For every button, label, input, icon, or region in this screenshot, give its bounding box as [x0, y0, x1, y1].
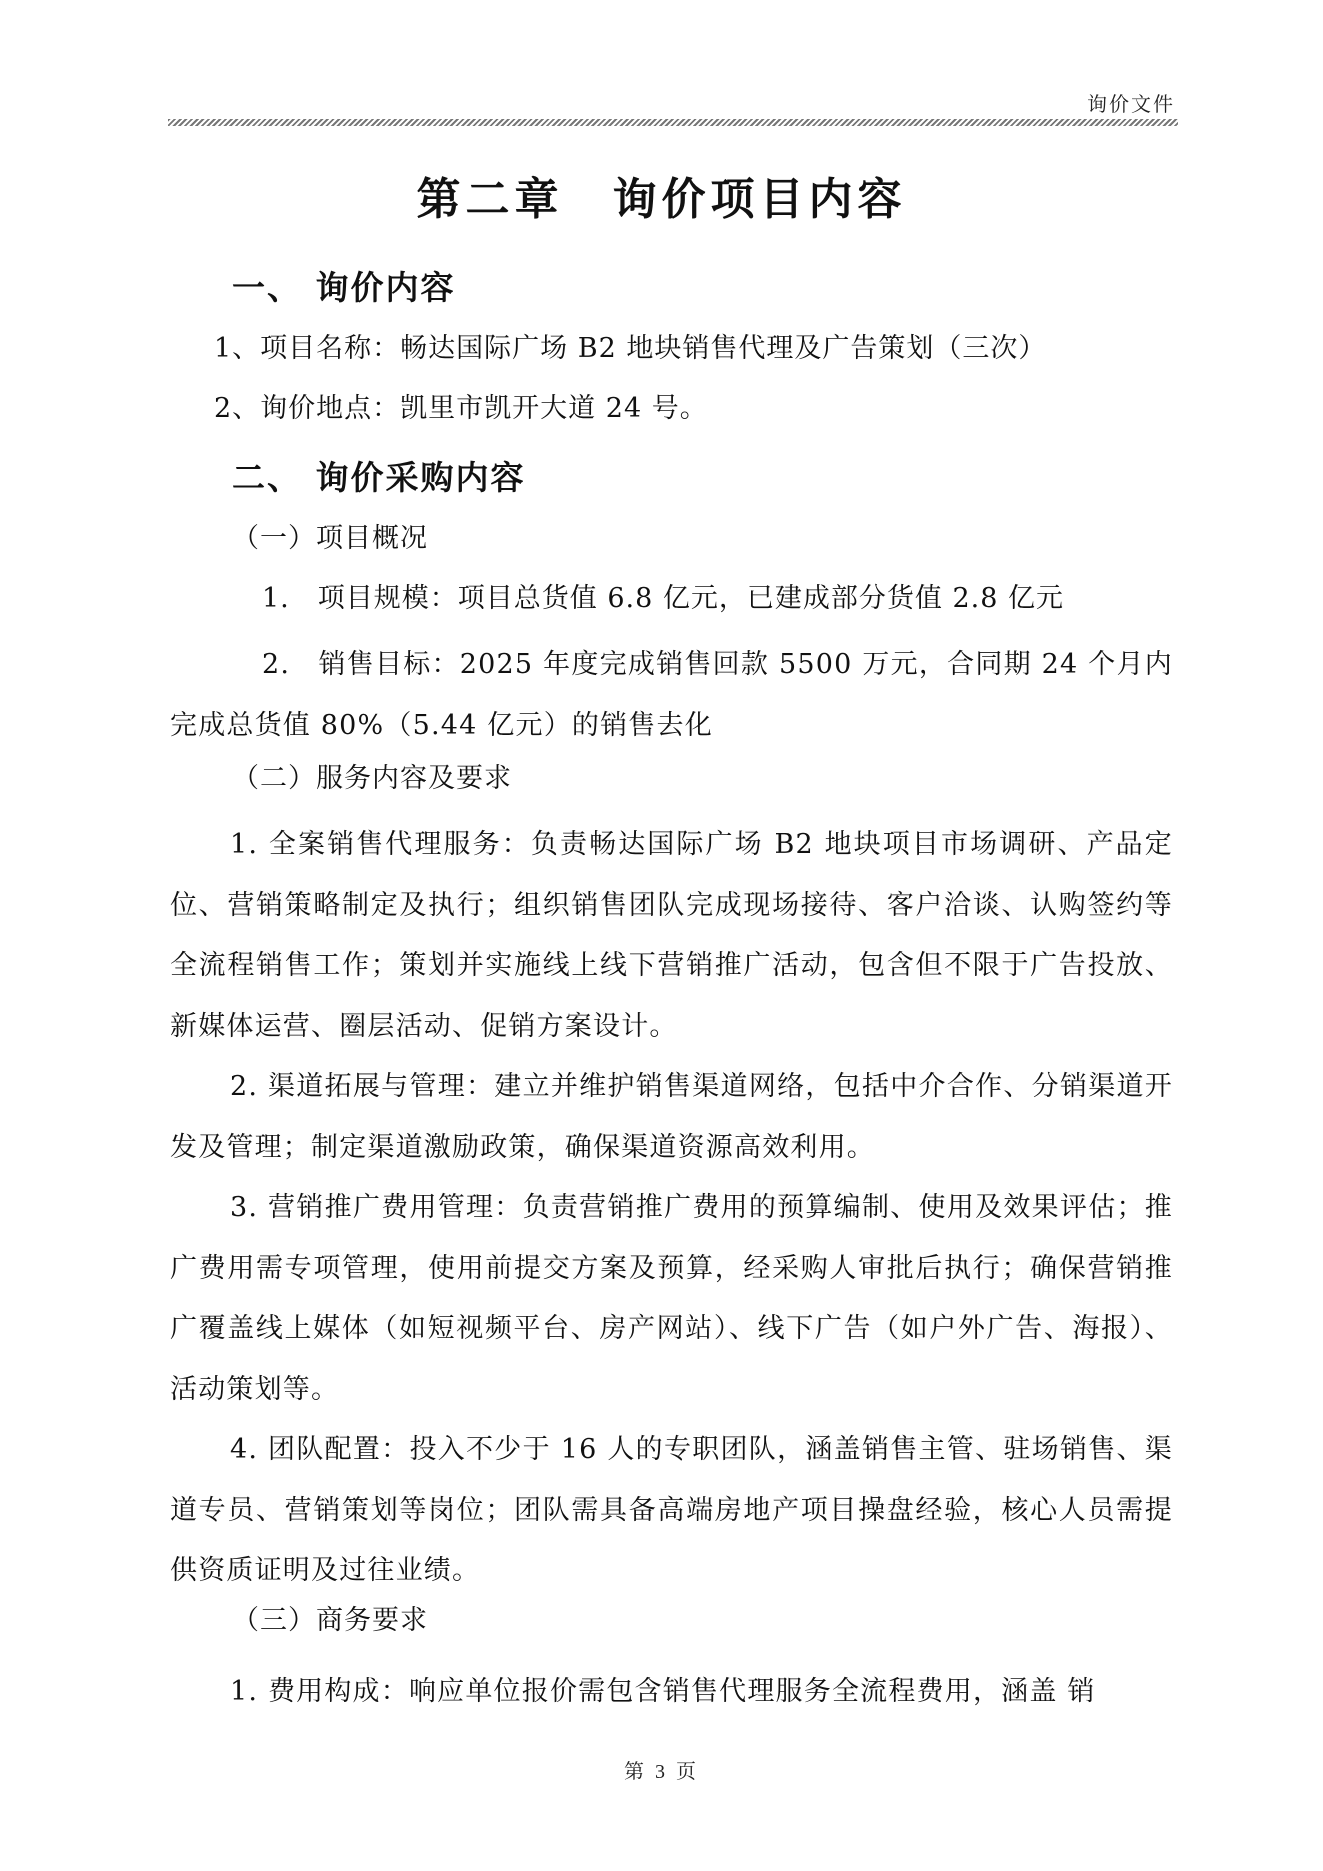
section-heading-procurement-content: 二、 询价采购内容 — [232, 458, 526, 497]
header-divider — [168, 119, 1178, 126]
project-name-line: 1、项目名称：畅达国际广场 B2 地块销售代理及广告策划（三次） — [214, 333, 1047, 364]
business-paragraph-1: 1. 费用构成：响应单位报价需包含销售代理服务全流程费用，涵盖 销 — [230, 1676, 1096, 1707]
project-scale-line: 1. 项目规模：项目总货值 6.8 亿元，已建成部分货值 2.8 亿元 — [262, 583, 1064, 614]
subsection-heading-overview: （一）项目概况 — [232, 523, 428, 554]
subsection-heading-services: （二）服务内容及要求 — [232, 763, 512, 794]
service-paragraph-3: 3. 营销推广费用管理：负责营销推广费用的预算编制、使用及效果评估；推广费用需专项管理，使用前提交方案及预算，经采购人审批后执行；确保营销推广覆盖线上媒体（如短视频平台、房产网站）、线下广告（如户外广告、海报）、活动策划等。 — [170, 1192, 1173, 1405]
inquiry-location-line: 2、询价地点：凯里市凯开大道 24 号。 — [214, 393, 708, 424]
section-heading-inquiry-content: 一、 询价内容 — [232, 268, 456, 307]
page-number: 第 3 页 — [624, 1761, 699, 1783]
service-paragraph-1: 1. 全案销售代理服务：负责畅达国际广场 B2 地块项目市场调研、产品定位、营销策略制定及执行；组织销售团队完成现场接待、客户洽谈、认购签约等全流程销售工作；策划并实施线上线下营销推广活动，包含但不限于广告投放、新媒体运营、圈层活动、促销方案设计。 — [170, 829, 1173, 1042]
service-paragraph-2: 2. 渠道拓展与管理：建立并维护销售渠道网络，包括中介合作、分销渠道开发及管理；制定渠道激励政策，确保渠道资源高效利用。 — [170, 1071, 1173, 1163]
chapter-title: 第二章 询价项目内容 — [416, 174, 907, 225]
subsection-heading-business: （三）商务要求 — [232, 1605, 428, 1636]
running-header: 询价文件 — [1087, 92, 1175, 116]
sales-target-paragraph: 2. 销售目标：2025 年度完成销售回款 5500 万元，合同期 24 个月内完成总货值 80%（5.44 亿元）的销售去化 — [170, 649, 1173, 741]
service-paragraph-4: 4. 团队配置：投入不少于 16 人的专职团队，涵盖销售主管、驻场销售、渠道专员、营销策划等岗位；团队需具备高端房地产项目操盘经验，核心人员需提供资质证明及过往业绩。 — [170, 1434, 1173, 1586]
